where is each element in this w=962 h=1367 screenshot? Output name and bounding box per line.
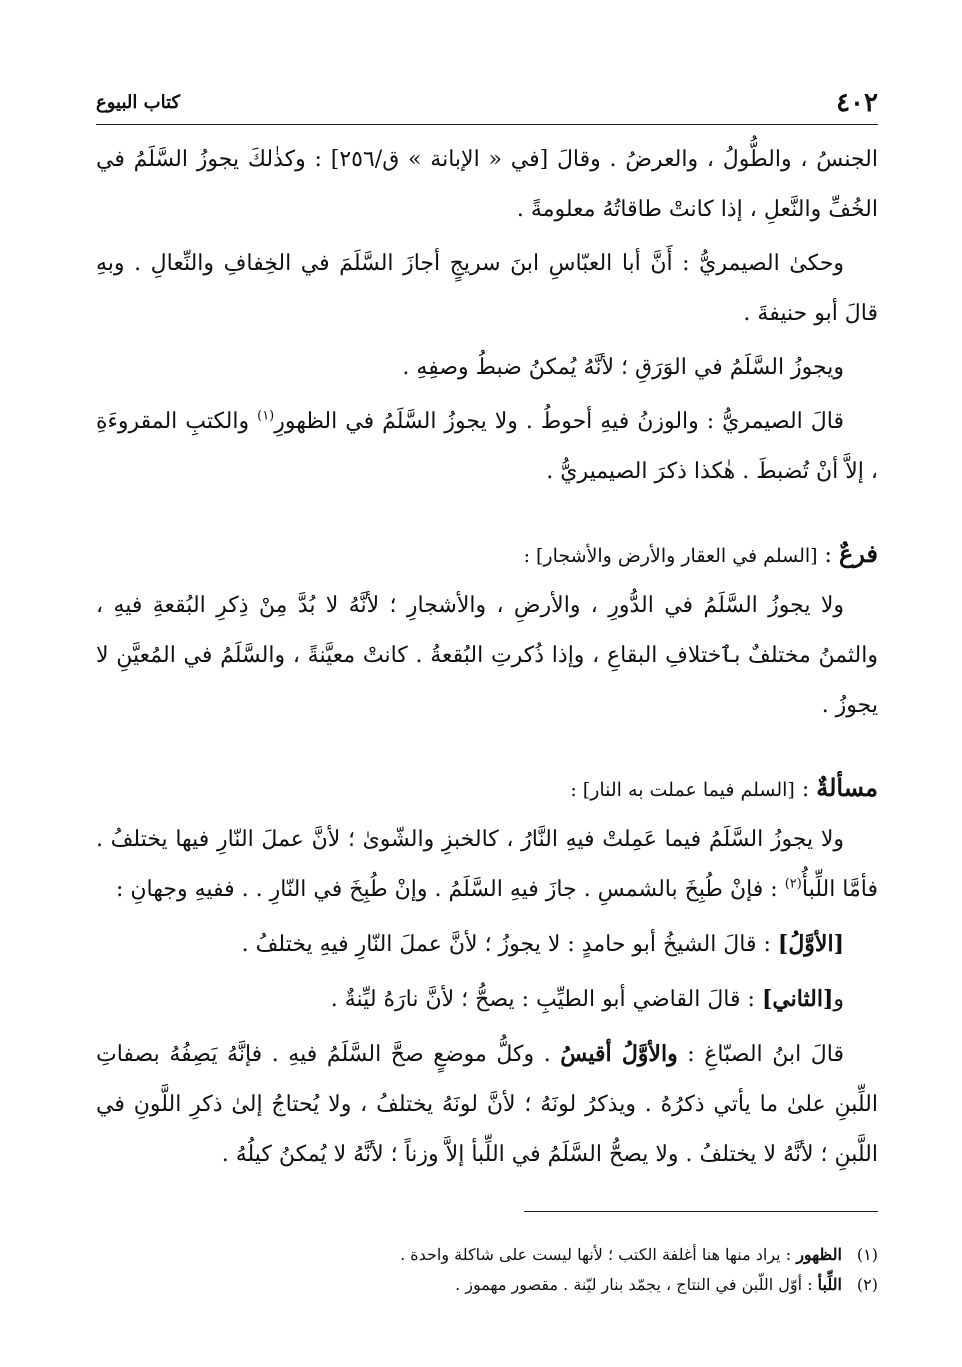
paragraph-text: قالَ الصيمريُّ : والوزنُ فيهِ أحوطُ . ولا يجوزُ السَّلَمُ في الظهورِ: [274, 409, 844, 434]
paragraph-text: : فإنْ طُبِخَ بالشمسِ . جازَ فيهِ السَّلَمُ . وإنْ طُبِخَ في النّارِ . . ففيهِ وجهانِ :: [115, 877, 785, 902]
section-separator: :: [817, 543, 839, 568]
footnote: [96, 1240, 878, 1270]
page-header: [96, 84, 878, 125]
opinion-prefix: و: [833, 987, 844, 1012]
emphasis: والأوَّلُ أقيسُ: [560, 1041, 678, 1067]
running-title: كتاب البيوع: [96, 92, 181, 113]
paragraph: الجنسُ ، والطُّولُ ، والعرضُ . وقالَ [في « الإبانة » ق/٢٥٦] : وكذٰلكَ يجوزُ السَّلَمُ في الخُفِّ والنَّعلِ ، إذا كانتْ طاقاتُهُ معلومةً .: [96, 147, 878, 222]
footnote-term: اللِّبأ: [817, 1275, 842, 1294]
opinion-text: : قالَ القاضي أبو الطيِّبِ : يصحُّ ؛ لأنَّ نارَهُ ليِّنةٌ .: [330, 987, 762, 1012]
page-number: ٤٠٢: [836, 88, 878, 118]
section-title: [السلم في العقار والأرض والأشجار] :: [523, 545, 818, 567]
footnote-ref[interactable]: (١): [257, 408, 275, 424]
page-body: [96, 135, 878, 1180]
opinion-second: [96, 974, 844, 1025]
footnotes: [96, 1240, 878, 1300]
paragraph: ويجوزُ السَّلَمُ في الوَرَقِ ؛ لأنَّهُ يُمكنُ ضبطُ وصفِهِ .: [402, 355, 844, 380]
footnote-divider: [524, 1211, 878, 1212]
section-title: [السلم فيما عملت به النار] :: [570, 779, 795, 801]
paragraph: [96, 1029, 878, 1180]
section-lead: فرعٌ: [838, 539, 878, 568]
paragraph-text: قالَ ابنُ الصبّاغِ :: [677, 1042, 844, 1067]
footnote-text: : أوّل اللّبن في النتاج ، يجمّد بنار ليّنة . مقصور مهموز .: [455, 1275, 818, 1294]
opinion-first: [96, 919, 844, 970]
footnote-number: (١): [856, 1245, 878, 1264]
opinion-label: [الأوَّلُ]: [777, 931, 844, 957]
section-heading: [96, 529, 878, 581]
footnote-text: : يراد منها هنا أغلفة الكتب ؛ لأنها ليست على شاكلة واحدة .: [400, 1245, 797, 1264]
footnote-ref[interactable]: (٢): [784, 876, 802, 892]
footnote: [96, 1270, 878, 1300]
section-separator: :: [794, 777, 817, 802]
paragraph-text: ولا يجوزُ السَّلَمُ فيما عَمِلتْ فيهِ النَّارُ ، كالخبزِ والشّوىٰ ؛ لأنَّ عملَ النّارِ فيها يختلفُ . فأمَّا اللِّبأُ: [96, 827, 878, 902]
paragraph: ولا يجوزُ السَّلَمُ في الدُّورِ ، والأرضِ ، والأشجارِ ؛ لأنَّهُ لا بُدَّ مِنْ ذِكرِ البُقعةِ فيهِ ، والثمنُ مختلفٌ بٱختلافِ البقاعِ ، وإذا ذُكرتِ البُقعةُ . كانتْ معيَّنةً ، والسَّلَمُ في المُعيَّنِ لا يجوزُ .: [96, 593, 878, 718]
footnote-number: (٢): [856, 1275, 878, 1294]
paragraph-text: والكتبِ المقروءَةِ ، إلاَّ أنْ تُضبطَ . هٰكذا ذكرَ الصيميريُّ .: [96, 409, 878, 484]
paragraph: وحكىٰ الصيمريُّ : أَنَّ أبا العبّاسِ ابنَ سريجٍ أجازَ السَّلَمَ في الخِفافِ والنِّعالِ . وبهِ قالَ أبو حنيفةَ .: [96, 251, 878, 326]
section-heading: [96, 763, 878, 815]
paragraph-text: . وكلُّ موضعٍ صحَّ السَّلَمُ فيهِ . فإنَّهُ يَصِفُهُ بصفاتِ اللِّبنِ علىٰ ما يأتي ذكرُهُ . ويذكرُ لونَهُ ؛ لأنَّ لونَهُ يختلفُ ، ولا يُحتاجُ إلىٰ ذكرِ اللَّونِ في اللَّبنِ ؛ لأنَّهُ لا يختلفُ . ولا يصحُّ السَّلَمُ في اللِّبأ إلاَّ وزناً ؛ لأنَّهُ لا يُمكنُ كيلُهُ .: [96, 1042, 878, 1167]
paragraph: [96, 397, 878, 497]
paragraph: [96, 815, 878, 915]
footnote-term: الظهور: [796, 1245, 842, 1264]
opinion-text: : قالَ الشيخُ أبو حامدٍ : لا يجوزُ ؛ لأنَّ عملَ النّارِ فيهِ يختلفُ .: [241, 932, 778, 957]
section-lead: مسألةٌ: [816, 773, 878, 802]
opinion-label: [الثاني]: [761, 986, 834, 1012]
